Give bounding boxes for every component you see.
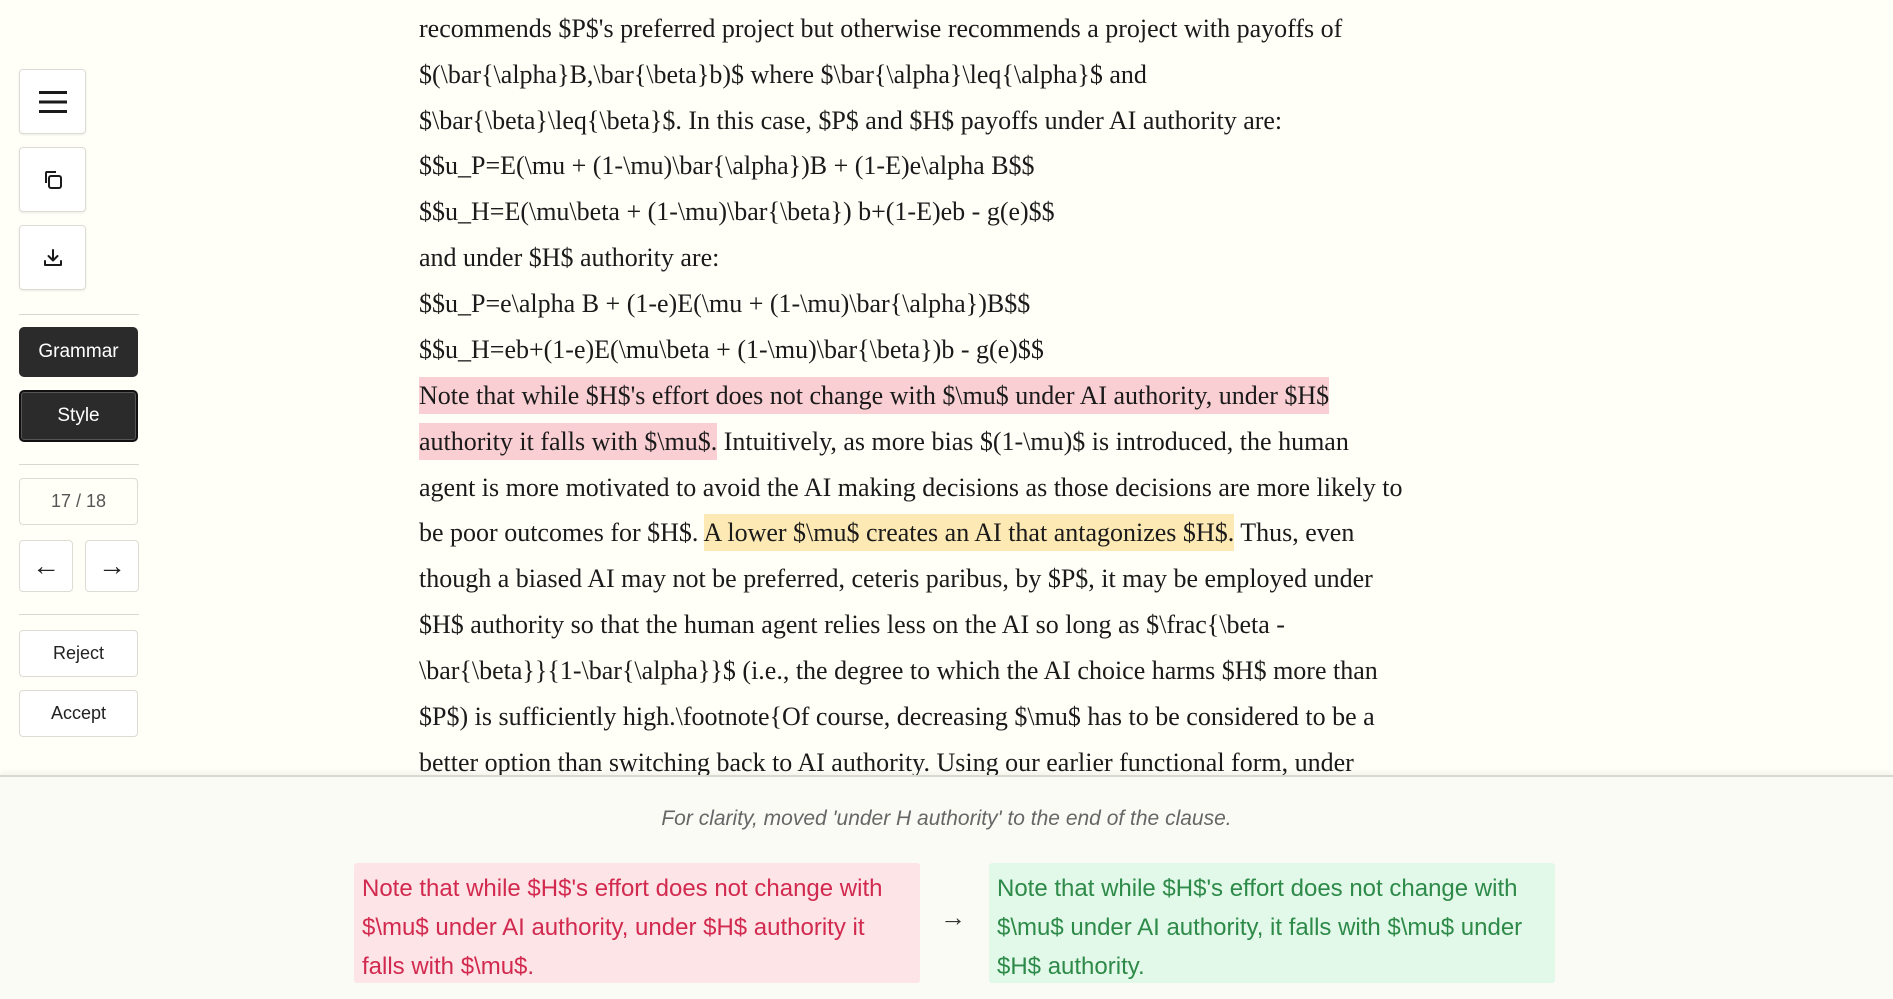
sidebar-divider [19,314,139,315]
grammar-highlight[interactable]: authority it falls with $\mu$. [419,423,717,460]
document-line: $$u_P=E(\mu + (1-\mu)\bar{\alpha})B + (1-E)e\alpha B$$ [419,151,1035,180]
document-line: \bar{\beta}}{1-\bar{\alpha}}$ (i.e., the degree to which the AI choice harms $H$ more than [419,656,1378,685]
document-line [419,510,1354,556]
hamburger-menu-icon [39,90,67,114]
suggestion-panel [0,775,1893,999]
download-icon [42,247,64,269]
document-line: though a biased AI may not be preferred, ceteris paribus, by $P$, it may be employed under [419,564,1373,593]
document-line: $H$ authority so that the human agent relies less on the AI so long as $\frac{\beta - [419,610,1285,639]
suggestion-explanation: For clarity, moved 'under H authority' to the end of the clause. [661,807,1232,830]
document-text: Intuitively, as more bias $(1-\mu)$ is introduced, the human [717,427,1349,456]
grammar-highlight[interactable]: Note that while $H$'s effort does not change with $\mu$ under AI authority, under $H$ [419,377,1329,414]
copy-button[interactable] [19,147,86,212]
suggestion-counter: 17 / 18 [19,478,138,525]
document-line: $$u_P=e\alpha B + (1-e)E(\mu + (1-\mu)\bar{\alpha})B$$ [419,289,1031,318]
arrow-right-icon: → [98,550,126,581]
document-line: better option than switching back to AI authority. Using our earlier functional form, under [419,748,1354,775]
document-line: agent is more motivated to avoid the AI making decisions as those decisions are more likely to [419,473,1403,502]
document-line: $\bar{\beta}\leq{\beta}$. In this case, $P$ and $H$ payoffs under AI authority are: [419,106,1283,135]
document-line [419,373,1329,419]
revised-text-box: Note that while $H$'s effort does not change with $\mu$ under AI authority, it falls with $\mu$ under $H$ authority. [989,863,1555,983]
document-text: be poor outcomes for $H$. [419,518,704,547]
copy-icon [42,169,64,191]
next-button[interactable] [85,540,139,592]
sidebar-divider [19,464,139,465]
document-line: recommends $P$'s preferred project but otherwise recommends a project with payoffs of [419,14,1343,43]
document-line: $P$) is sufficiently high.\footnote{Of course, decreasing $\mu$ has to be considered to be a [419,702,1375,731]
document-line: $$u_H=eb+(1-e)E(\mu\beta + (1-\mu)\bar{\beta})b - g(e)$$ [419,335,1044,364]
sidebar [0,0,160,775]
original-text-box: Note that while $H$'s effort does not change with $\mu$ under AI authority, under $H$ authority it falls with $\mu$. [354,863,920,983]
style-highlight[interactable]: A lower $\mu$ creates an AI that antagonizes $H$. [704,514,1235,551]
grammar-button[interactable]: Grammar [19,327,138,377]
menu-button[interactable] [19,69,86,134]
document-line [419,419,1349,465]
document-text: Thus, even [1234,518,1355,547]
reject-button[interactable]: Reject [19,630,138,677]
style-button[interactable]: Style [19,390,138,442]
document-line: $$u_H=E(\mu\beta + (1-\mu)\bar{\beta}) b+(1-E)eb - g(e)$$ [419,197,1055,226]
document-body [419,0,1549,775]
arrow-right-icon: → [940,902,966,932]
download-button[interactable] [19,225,86,290]
document-line: and under $H$ authority are: [419,243,720,272]
sidebar-divider [19,614,139,615]
previous-button[interactable] [19,540,73,592]
accept-button[interactable]: Accept [19,690,138,737]
document-line: $(\bar{\alpha}B,\bar{\beta}b)$ where $\bar{\alpha}\leq{\alpha}$ and [419,60,1147,89]
arrow-left-icon: ← [32,550,60,581]
